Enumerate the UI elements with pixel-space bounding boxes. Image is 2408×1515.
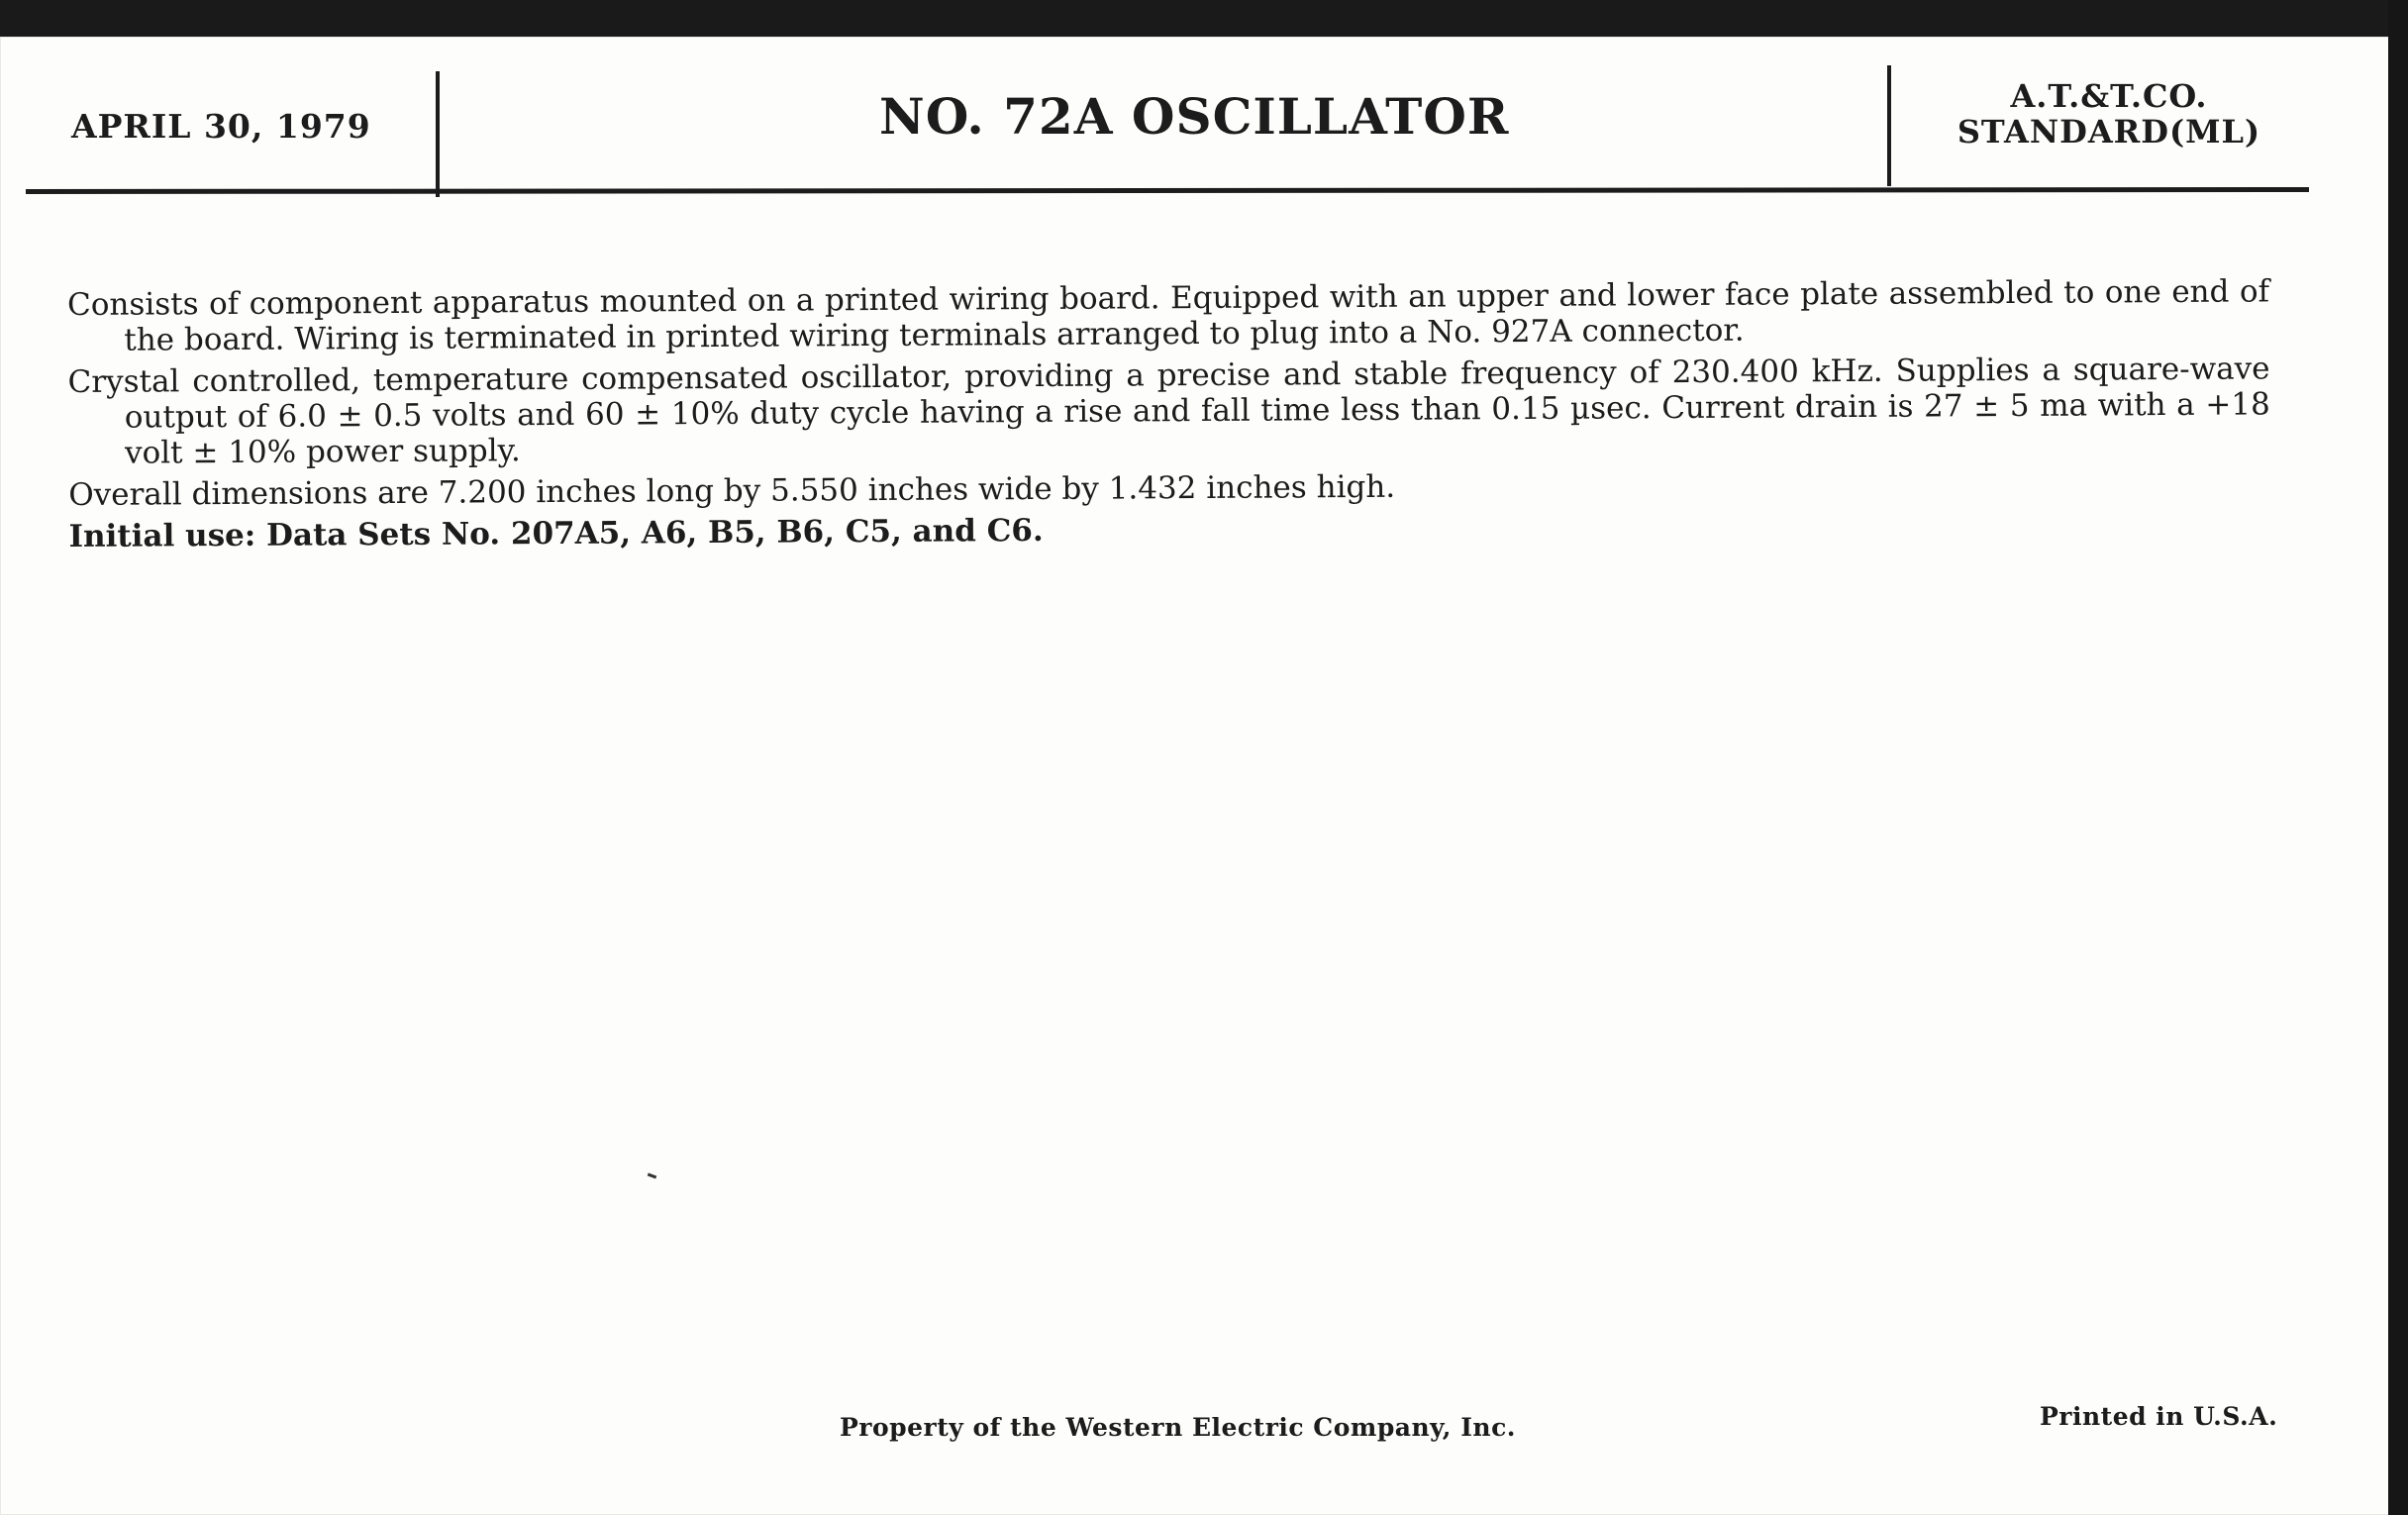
standard-label-line2: STANDARD(ML) (1956, 113, 2261, 151)
scan-edge (2388, 0, 2408, 1515)
description-paragraph: Consists of component apparatus mounted on a printed wiring board. Equipped with an upper and lower face plate assembled to one end of the board. Wiring is terminated in printed wiring terminals arranged to plug into a No. 927A connector. (67, 273, 2270, 358)
header-date: APRIL 30, 1979 (71, 107, 371, 146)
header-divider-right (1887, 65, 1891, 186)
page-title: NO. 72A OSCILLATOR (879, 87, 1510, 146)
body-text (67, 273, 2271, 560)
dimensions-paragraph: Overall dimensions are 7.200 inches long by 5.550 inches wide by 1.432 inches high. (68, 468, 1396, 513)
standard-label (1951, 78, 2267, 150)
footer-property: Property of the Western Electric Company, Inc. (840, 1413, 1517, 1442)
initial-use-paragraph: Initial use: Data Sets No. 207A5, A6, B5, B6, C5, and C6. (68, 512, 1044, 555)
standard-label-line1: A.T.&T.CO. (2010, 77, 2208, 115)
document-card (0, 37, 2403, 1515)
specification-paragraph: Crystal controlled, temperature compensated oscillator, providing a precise and stable frequency of 230.400 kHz. Supplies a square-wave output of 6.0 ± 0.5 volts and 60 ± 10% duty cycle having a rise and fall time less than 0.15 µsec. Current drain is 27 ± 5 ma with a +18 volt ± 10% power supply. (67, 351, 2270, 471)
header-divider-left (436, 71, 440, 197)
footer-printed: Printed in U.S.A. (2040, 1402, 2278, 1431)
